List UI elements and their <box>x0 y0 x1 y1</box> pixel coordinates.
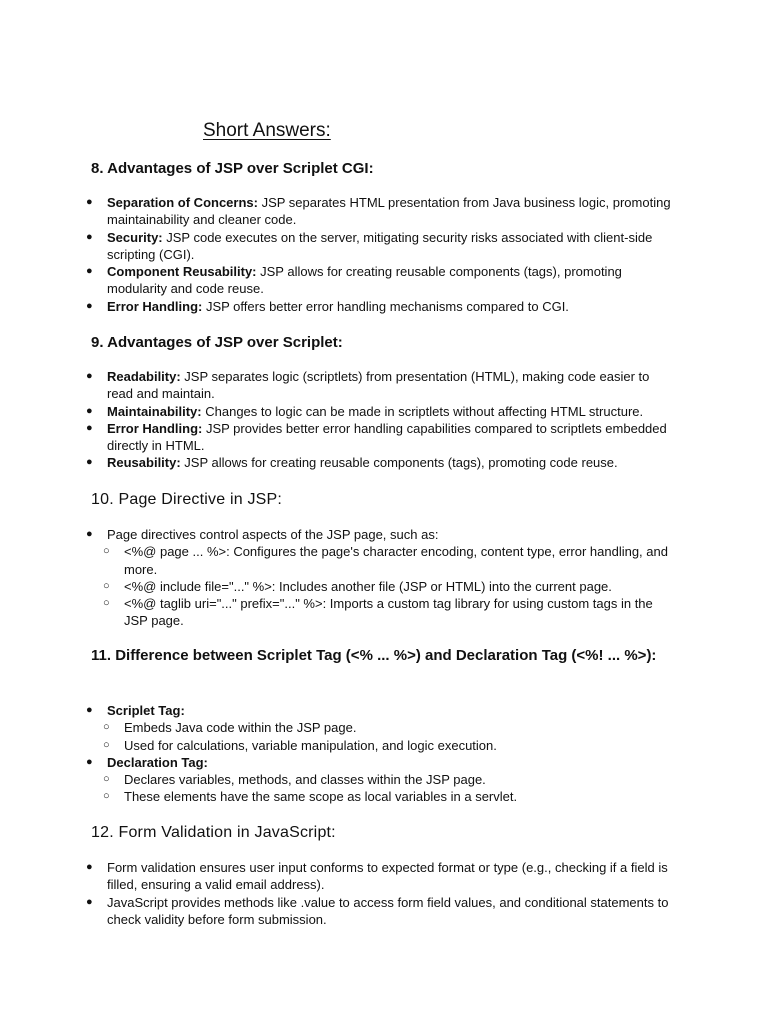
item-term: Readability: <box>107 369 181 384</box>
section-10-heading: 10. Page Directive in JSP: <box>91 491 283 508</box>
section-9-heading: 9. Advantages of JSP over Scriplet: <box>91 334 343 351</box>
item-term: Error Handling: <box>107 420 203 436</box>
circle-bullet-icon: ○ <box>103 773 110 786</box>
list-item <box>0 263 677 298</box>
section-8-list <box>0 194 768 315</box>
bullet-icon: ● <box>86 755 93 768</box>
circle-bullet-icon: ○ <box>103 721 110 734</box>
item-text: Form validation ensures user input conforms to expected format or type (e.g., checking if a field is filled, ensuring a valid email address). <box>107 860 668 893</box>
section-12-heading: 12. Form Validation in JavaScript: <box>91 824 336 841</box>
sub-item-text: <%@ include file="..." %>: Includes another file (JSP or HTML) into the current page. <box>124 578 612 594</box>
sub-item-text: These elements have the same scope as local variables in a servlet. <box>124 789 518 805</box>
bullet-icon: ● <box>86 704 93 716</box>
item-term: Error Handling: <box>107 298 203 314</box>
sub-list <box>103 771 677 806</box>
bullet-icon: ● <box>86 456 93 469</box>
item-term: Separation of Concerns: <box>107 195 258 210</box>
page-title: Short Answers: <box>203 120 331 141</box>
sub-list-item <box>103 771 677 788</box>
list-item <box>0 454 677 471</box>
sub-list <box>103 719 677 754</box>
sub-list-item <box>103 595 677 630</box>
item-text: JSP separates HTML presentation from Java business logic, promoting maintainability and cleaner code. <box>107 195 671 228</box>
list-item <box>0 298 677 315</box>
bullet-icon: ● <box>86 895 93 908</box>
section-11-heading: 11. Difference between Scriplet Tag (<% ... %>) and Declaration Tag (<%! ... %>): <box>91 647 657 664</box>
list-item <box>0 229 677 264</box>
list-item <box>0 859 677 894</box>
sub-item-text: <%@ page ... %>: Configures the page's character encoding, content type, error handling, and more. <box>124 544 668 577</box>
bullet-icon: ● <box>86 404 93 417</box>
circle-bullet-icon: ○ <box>103 597 110 610</box>
item-text: JSP provides better error handling capabilities compared to scriptlets embedded directly in HTML. <box>107 420 667 454</box>
sub-list <box>103 543 677 629</box>
item-term: Declaration Tag: <box>107 754 208 770</box>
sub-list-item <box>103 719 677 736</box>
item-term: Scriplet Tag: <box>107 703 185 718</box>
sub-list-item <box>103 788 677 805</box>
sub-item-text: Embeds Java code within the JSP page. <box>124 720 357 736</box>
sub-item-text: Declares variables, methods, and classes within the JSP page. <box>124 772 486 788</box>
item-text: JSP separates logic (scriptlets) from presentation (HTML), making code easier to read and maintain. <box>107 369 650 402</box>
item-text: JSP allows for creating reusable components (tags), promoting modularity and code reuse. <box>107 264 622 297</box>
sub-item-text: <%@ taglib uri="..." prefix="..." %>: Imports a custom tag library for using custom tags in the JSP page. <box>124 596 653 629</box>
bullet-icon: ● <box>86 299 93 312</box>
item-term: Security: <box>107 229 163 245</box>
section-10-list <box>0 526 768 630</box>
circle-bullet-icon: ○ <box>103 790 110 803</box>
item-term: Component Reusability: <box>107 264 257 280</box>
circle-bullet-icon: ○ <box>103 545 110 558</box>
circle-bullet-icon: ○ <box>103 579 110 592</box>
sub-list-item <box>103 737 677 754</box>
section-8-heading: 8. Advantages of JSP over Scriplet CGI: <box>91 160 374 177</box>
section-11-list <box>0 702 768 806</box>
list-item <box>0 194 677 229</box>
item-text: JavaScript provides methods like .value to access form field values, and conditional statements to check validity before form submission. <box>107 894 669 927</box>
item-text: JSP offers better error handling mechanisms compared to CGI. <box>202 298 569 314</box>
item-term: Maintainability: <box>107 403 202 419</box>
bullet-icon: ● <box>86 370 93 382</box>
sub-list-item <box>103 543 677 578</box>
list-item <box>0 420 677 455</box>
sub-list-item <box>103 578 677 595</box>
circle-bullet-icon: ○ <box>103 738 110 751</box>
section-9-list <box>0 368 768 472</box>
list-item <box>0 754 677 806</box>
bullet-icon: ● <box>86 230 93 243</box>
sub-item-text: Used for calculations, variable manipulation, and logic execution. <box>124 737 497 753</box>
bullet-icon: ● <box>86 421 93 434</box>
list-item <box>0 526 677 630</box>
list-item <box>0 368 677 403</box>
list-item <box>0 894 677 929</box>
list-item <box>0 702 677 754</box>
bullet-icon: ● <box>86 861 93 873</box>
bullet-icon: ● <box>86 196 93 208</box>
item-text: Page directives control aspects of the JSP page, such as: <box>107 527 439 542</box>
section-12-list <box>0 859 768 928</box>
bullet-icon: ● <box>86 265 93 278</box>
list-item <box>0 403 677 420</box>
item-text: JSP code executes on the server, mitigating security risks associated with client-side scripting (CGI). <box>107 229 653 262</box>
item-term: Reusability: <box>107 455 181 471</box>
bullet-icon: ● <box>86 528 93 540</box>
item-text: JSP allows for creating reusable components (tags), promoting code reuse. <box>180 455 618 471</box>
item-text: Changes to logic can be made in scriptlets without affecting HTML structure. <box>201 403 644 419</box>
